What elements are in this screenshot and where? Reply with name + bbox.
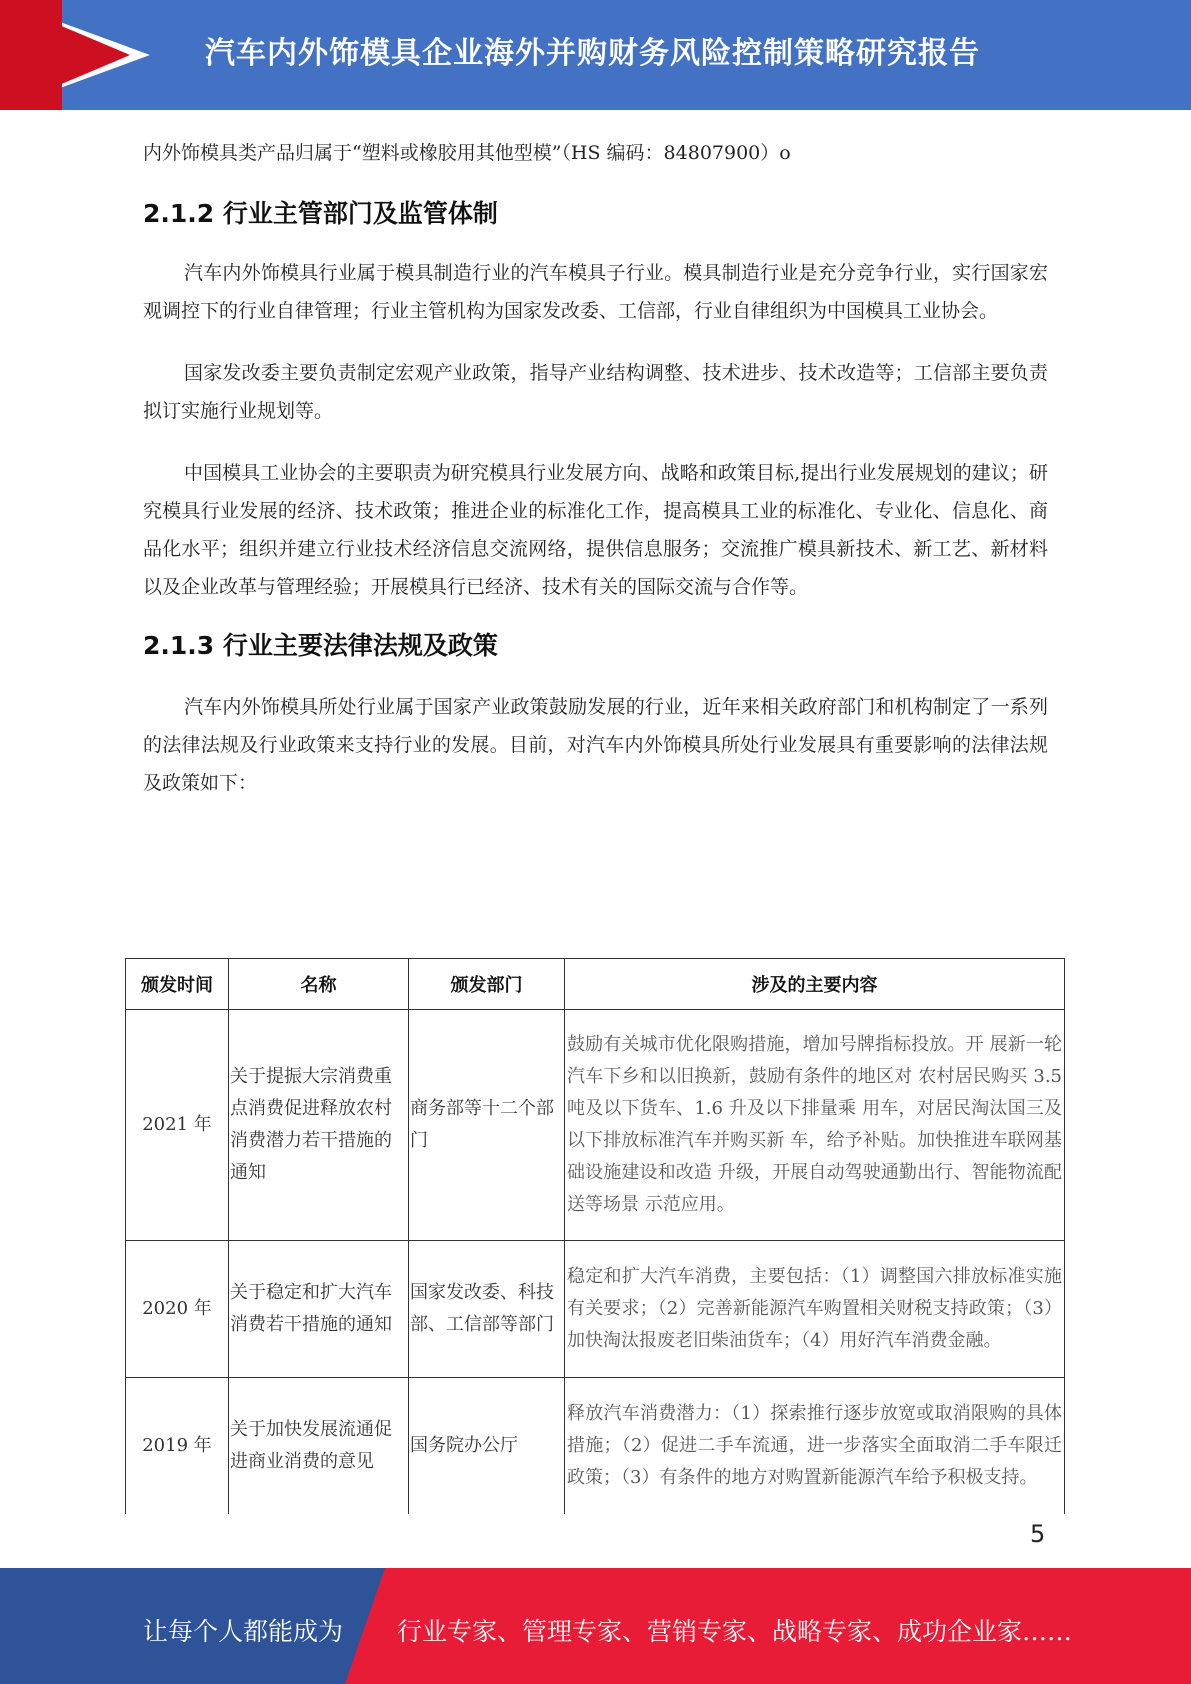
page-number: 5 bbox=[1030, 1520, 1046, 1548]
cell-content: 稳定和扩大汽车消费，主要包括：（1）调整国六排放标准实施有关要求；（2）完善新能源汽车购置相关财税支持政策；（3）加快淘汰报废老旧柴油货车；（4）用好汽车消费金融。 bbox=[565, 1241, 1065, 1378]
column-header-date: 颁发时间 bbox=[126, 959, 229, 1010]
cell-year: 2020 年 bbox=[126, 1241, 229, 1378]
paragraph: 中国模具工业协会的主要职责为研究模具行业发展方向、战略和政策目标,提出行业发展规划的建议；研究模具行业发展的经济、技术政策；推进企业的标准化工作，提高模具工业的标准化、专业化、信息化、商品化水平；组织并建立行业技术经济信息交流网络，提供信息服务；交流推广模具新技术、新工艺、新材料以及企业改革与管理经验；开展模具行已经济、技术有关的国际交流与合作等。 bbox=[143, 462, 1048, 598]
paragraph: 国家发改委主要负责制定宏观产业政策，指导产业结构调整、技术进步、技术改造等；工信部主要负责拟订实施行业规划等。 bbox=[143, 362, 1048, 422]
table-header-row bbox=[126, 959, 1065, 1010]
report-title: 汽车内外饰模具企业海外并购财务风险控制策略研究报告 bbox=[205, 36, 980, 71]
table-row bbox=[126, 1010, 1065, 1241]
cell-year: 2021 年 bbox=[126, 1010, 229, 1241]
column-header-dept: 颁发部门 bbox=[409, 959, 565, 1010]
cell-year: 2019 年 bbox=[126, 1378, 229, 1515]
footer-slogan-left: 让每个人都能成为 bbox=[143, 1617, 344, 1646]
table-row bbox=[126, 1241, 1065, 1378]
column-header-name: 名称 bbox=[229, 959, 409, 1010]
cell-dept: 国家发改委、科技部、工信部等部门 bbox=[409, 1241, 565, 1378]
page-footer bbox=[0, 1568, 1191, 1684]
cell-content: 鼓励有关城市优化限购措施，增加号牌指标投放。开 展新一轮汽车下乡和以旧换新，鼓励有条件的地区对 农村居民购买 3.5 吨及以下货车、1.6 升及以下排量乘 用车，对居民淘汰国三及以下排放标准汽车并购买新 车，给予补贴。加快推进车联网基础设施建设和改造 升级，开展自动驾驶通勤出行、智能物流配送等场景 示范应用。 bbox=[565, 1010, 1065, 1241]
page-header bbox=[0, 0, 1191, 110]
cell-dept: 国务院办公厅 bbox=[409, 1378, 565, 1515]
table-row bbox=[126, 1378, 1065, 1515]
paragraph: 汽车内外饰模具所处行业属于国家产业政策鼓励发展的行业，近年来相关政府部门和机构制定了一系列的法律法规及行业政策来支持行业的发展。目前，对汽车内外饰模具所处行业发展具有重要影响的法律法规及政策如下： bbox=[143, 696, 1048, 794]
cell-dept: 商务部等十二个部门 bbox=[409, 1010, 565, 1241]
section-heading-2-1-3: 2.1.3 行业主要法律法规及政策 bbox=[143, 631, 498, 660]
paragraph: 汽车内外饰模具行业属于模具制造行业的汽车模具子行业。模具制造行业是充分竞争行业，实行国家宏观调控下的行业自律管理；行业主管机构为国家发改委、工信部，行业自律组织为中国模具工业协会。 bbox=[143, 262, 1048, 322]
page-content bbox=[143, 130, 1048, 802]
footer-blue-slant bbox=[345, 1568, 385, 1684]
cell-name: 关于稳定和扩大汽车消费若干措施的通知 bbox=[229, 1241, 409, 1378]
cell-content: 释放汽车消费潜力：（1）探索推行逐步放宽或取消限购的具体措施；（2）促进二手车流通，进一步落实全面取消二手车限迁政策；（3）有条件的地方对购置新能源汽车给予积极支持。 bbox=[565, 1378, 1065, 1515]
section-heading-2-1-2: 2.1.2 行业主管部门及监管体制 bbox=[143, 199, 498, 228]
cell-name: 关于提振大宗消费重点消费促进释放农村消费潜力若干措施的通知 bbox=[229, 1010, 409, 1241]
cell-name: 关于加快发展流通促进商业消费的意见 bbox=[229, 1378, 409, 1515]
header-chevron-red bbox=[0, 0, 130, 110]
policy-table bbox=[125, 958, 1065, 1514]
footer-slogan-right: 行业专家、管理专家、营销专家、战略专家、成功企业家…… bbox=[397, 1617, 1073, 1646]
intro-paragraph: 内外饰模具类产品归属于“塑料或橡胶用其他型模”（HS 编码：84807900）o bbox=[143, 142, 791, 164]
column-header-content: 涉及的主要内容 bbox=[565, 959, 1065, 1010]
